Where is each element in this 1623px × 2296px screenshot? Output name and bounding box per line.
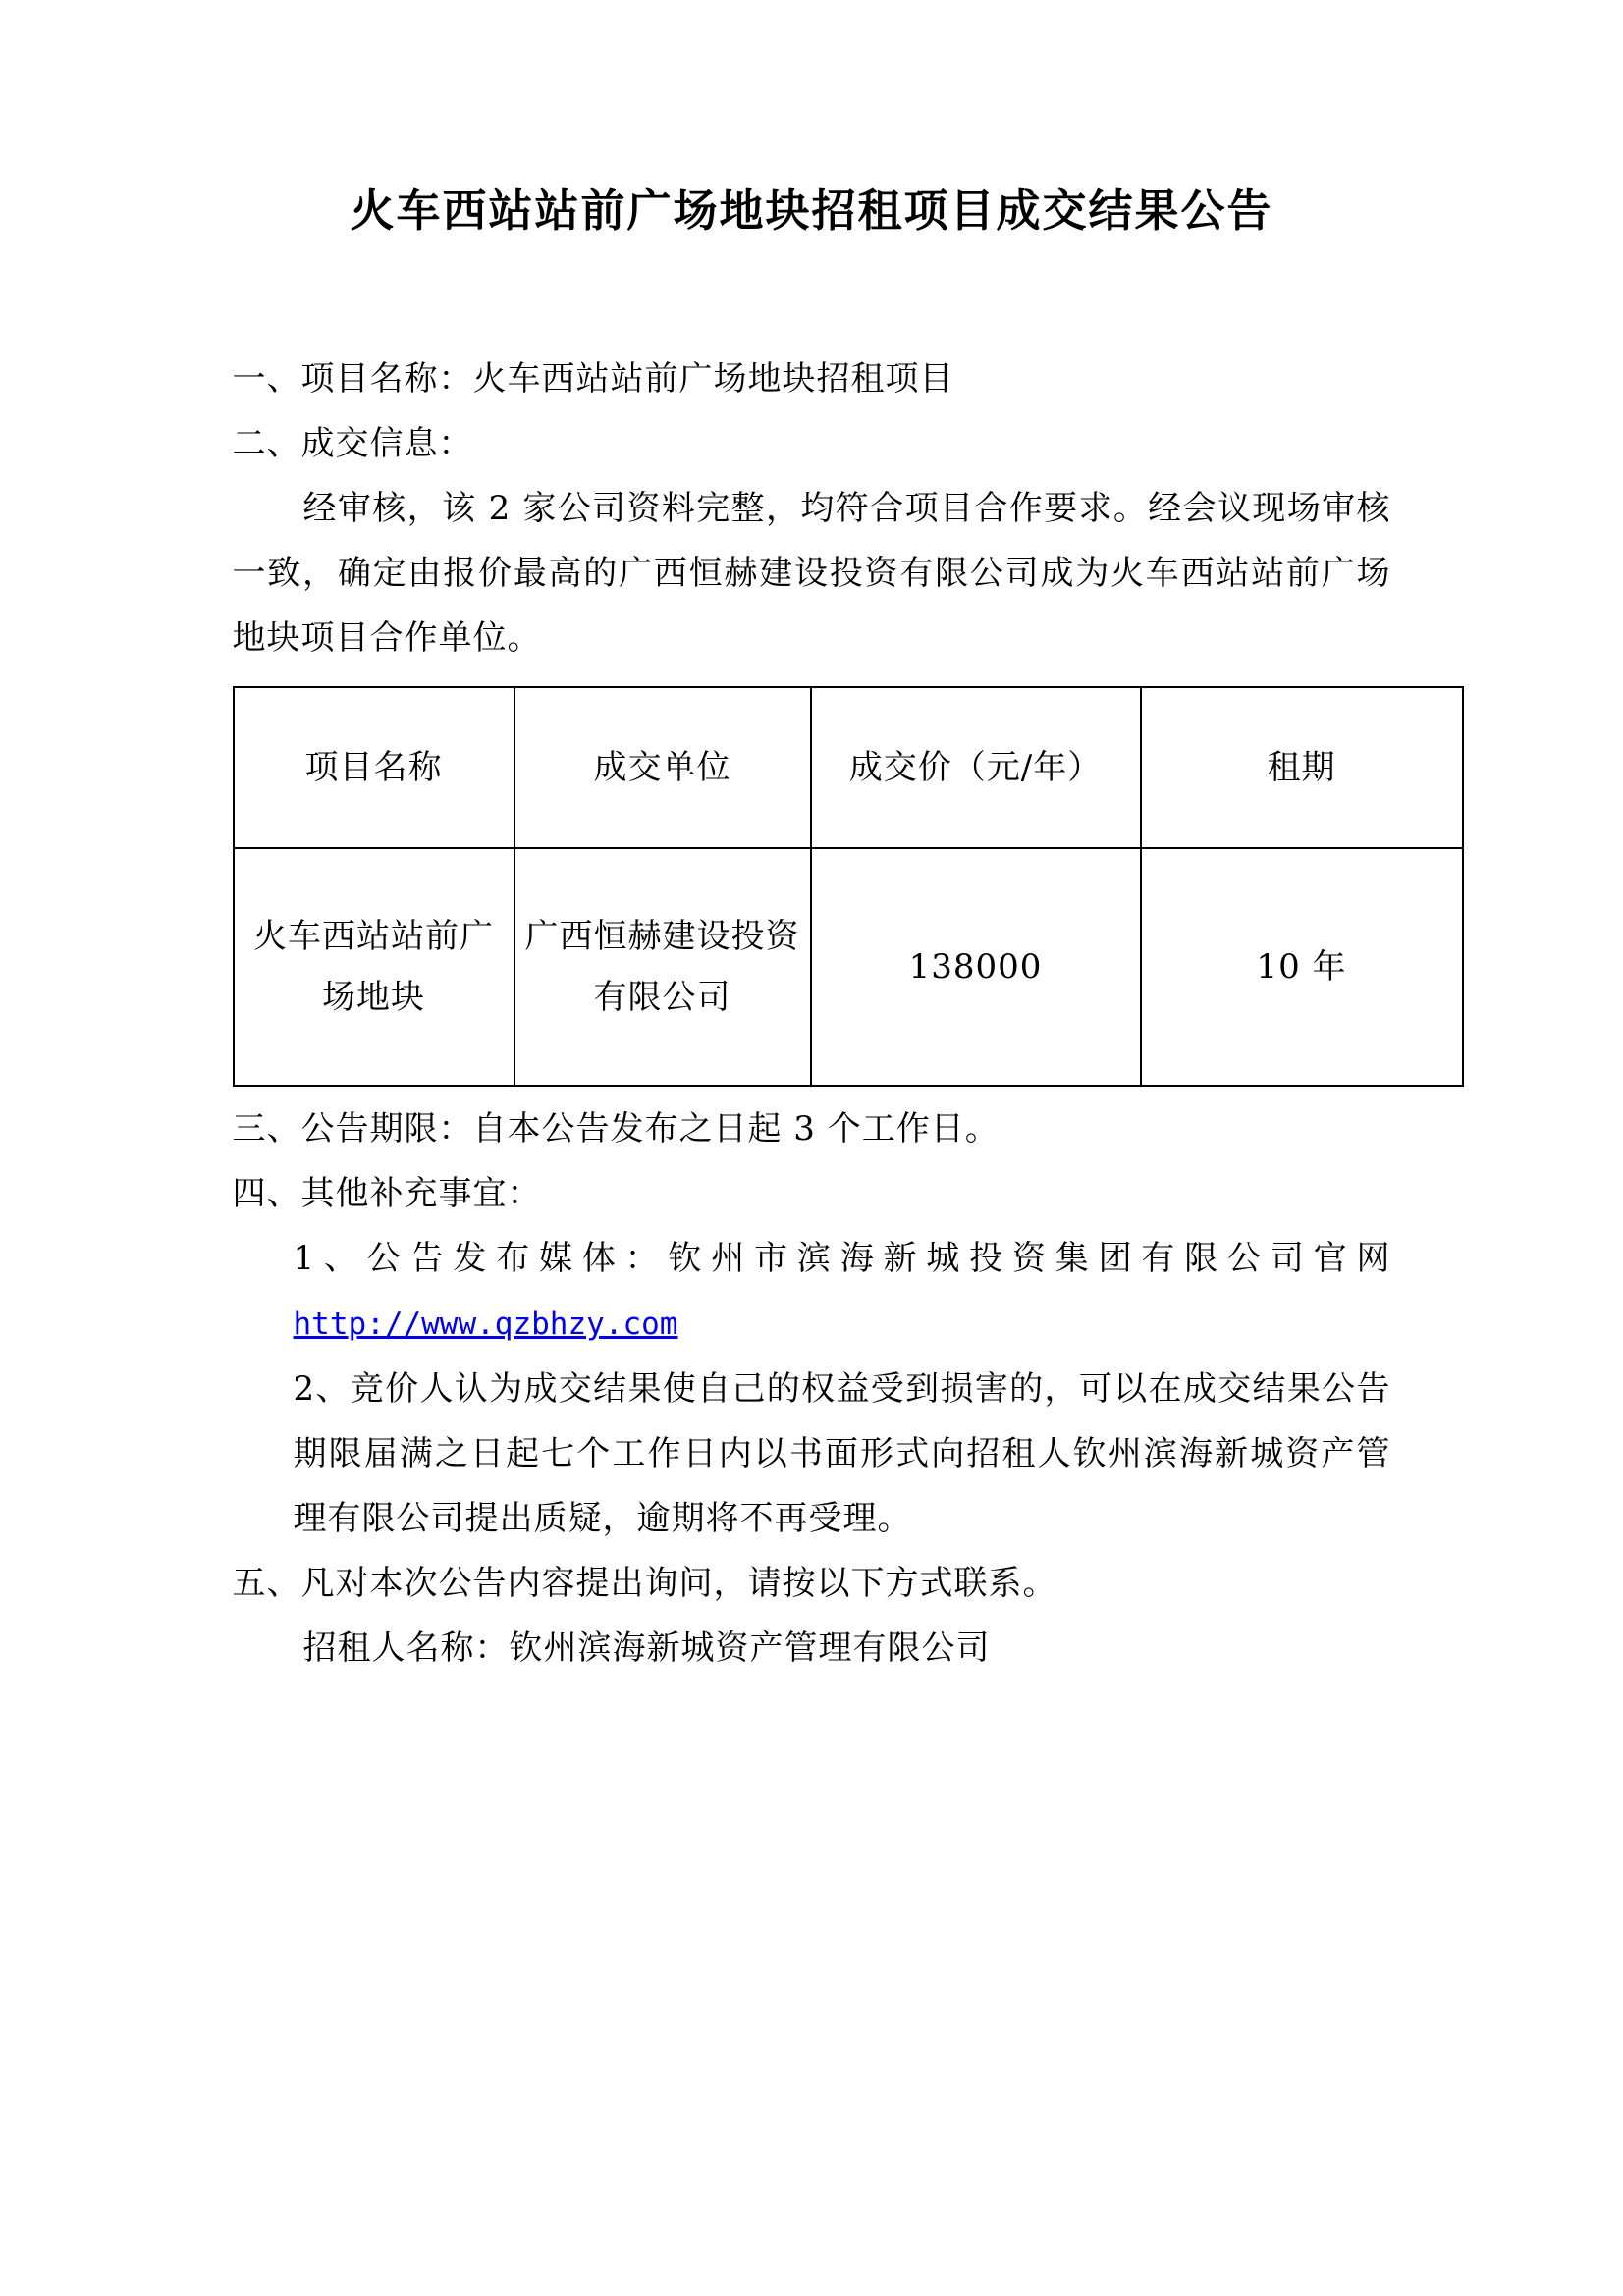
table-cell-price: 138000 (811, 848, 1141, 1086)
website-link[interactable]: http://www.qzbhzy.com (293, 1307, 678, 1342)
section-notice-period: 三、公告期限：自本公告发布之日起 3 个工作日。 (232, 1109, 1000, 1148)
table-header-cell: 项目名称 (234, 687, 514, 848)
section-contact-heading: 五、凡对本次公告内容提出询问，请按以下方式联系。 (232, 1564, 1057, 1603)
result-table (233, 686, 1464, 1087)
section-project-name: 一、项目名称：火车西站站前广场地块招租项目 (232, 359, 954, 399)
section-other-item-2: 2、竞价人认为成交结果使自己的权益受到损害的，可以在成交结果公告期限届满之日起七个工作日内以书面形式向招租人钦州滨海新城资产管理有限公司提出质疑，逾期将不再受理。 (293, 1369, 1391, 1538)
section-result-paragraph: 经审核，该 2 家公司资料完整，均符合项目合作要求。经会议现场审核一致，确定由报价最高的广西恒赫建设投资有限公司成为火车西站站前广场地块项目合作单位。 (232, 489, 1391, 658)
table-cell-project: 火车西站站前广场地块 (234, 848, 514, 1086)
table-header-row (234, 687, 1463, 848)
media-text: 1、公告发布媒体：钦州市滨海新城投资集团有限公司官网 (293, 1239, 1391, 1278)
section-other-heading: 四、其他补充事宜： (232, 1174, 542, 1213)
section-other-item-1 (233, 1226, 1391, 1357)
page-title: 火车西站站前广场地块招租项目成交结果公告 (350, 185, 1273, 237)
table-cell-term: 10 年 (1141, 848, 1463, 1086)
table-row (234, 848, 1463, 1086)
table-cell-winner: 广西恒赫建设投资有限公司 (514, 848, 811, 1086)
section-contact-name: 招租人名称：钦州滨海新城资产管理有限公司 (302, 1629, 991, 1668)
table-header-cell: 成交价（元/年） (811, 687, 1141, 848)
document-body (233, 239, 1391, 1681)
table-header-cell: 租期 (1141, 687, 1463, 848)
table-header-cell: 成交单位 (514, 687, 811, 848)
section-result-heading: 二、成交信息： (232, 424, 473, 463)
